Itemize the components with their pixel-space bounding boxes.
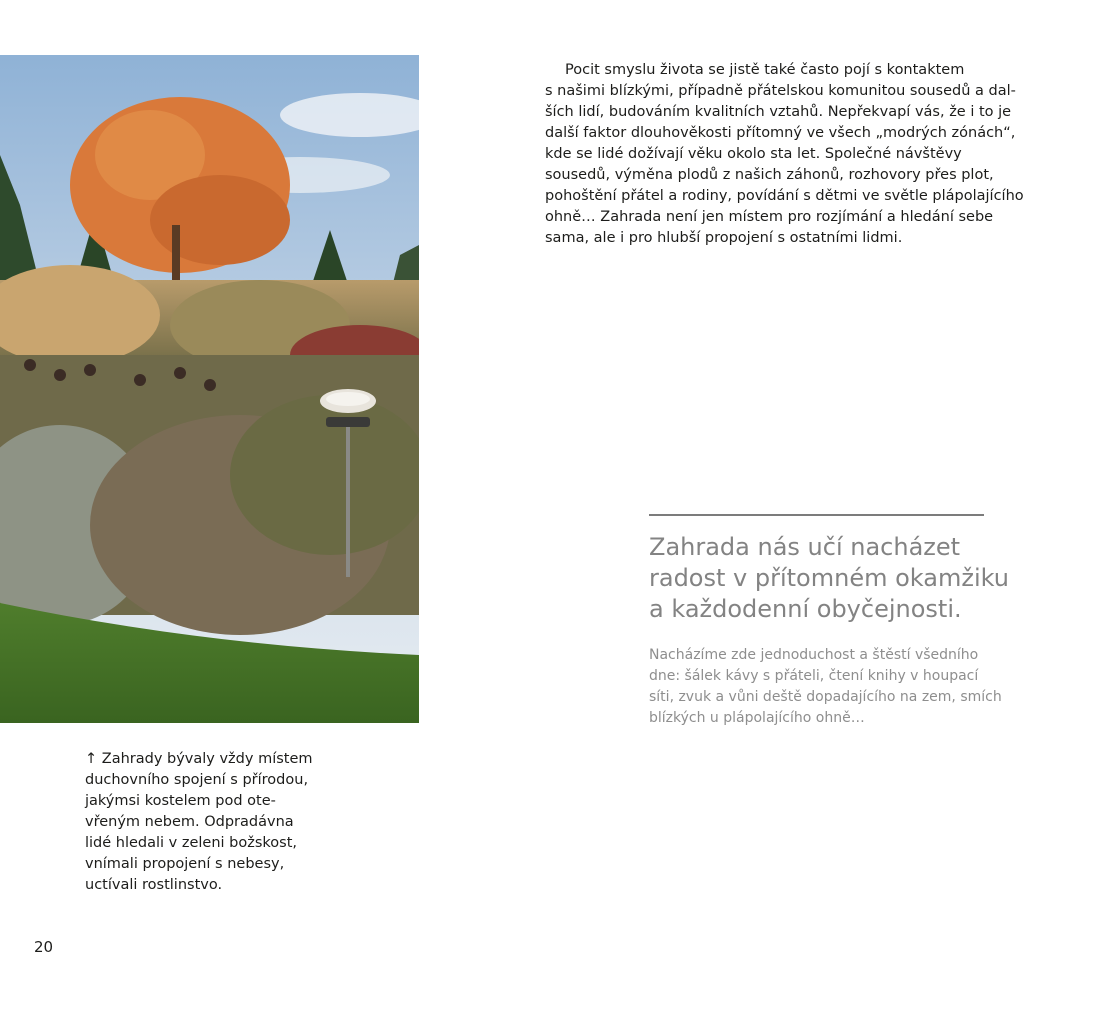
lead-paragraph [649, 645, 1002, 729]
pull-quote-line: Zahrada nás učí nacházet [649, 533, 961, 561]
garden-photo [0, 55, 419, 723]
lead-line: dne: šálek kávy s přáteli, čtení knihy v houpací [649, 668, 979, 684]
lead-line: síti, zvuk a vůni deště dopadajícího na zem, smích [649, 689, 1002, 705]
page-number: 20 [34, 938, 54, 956]
pull-quote [649, 532, 1009, 625]
caption-line: lidé hledali v zeleni božskost, [85, 835, 298, 851]
body-line: Pocit smyslu života se jistě také často pojí s kontaktem [565, 62, 965, 78]
lead-line: Nacházíme zde jednoduchost a štěstí všedního [649, 647, 979, 663]
caption-line: vnímali propojení s nebesy, [85, 856, 285, 872]
body-line: sama, ale i pro hlubší propojení s ostatními lidmi. [545, 230, 903, 246]
body-paragraph [545, 60, 1024, 249]
lead-line: blízkých u plápolajícího ohně… [649, 710, 865, 726]
body-line: s našimi blízkými, případně přátelskou komunitou sousedů a dal- [545, 83, 1016, 99]
caption-line: uctívali rostlinstvo. [85, 877, 223, 893]
body-line: ohně… Zahrada není jen místem pro rozjímání a hledání sebe [545, 209, 994, 225]
body-line: další faktor dlouhověkosti přítomný ve všech „modrých zónách“, [545, 125, 1016, 141]
caption-line: jakýmsi kostelem pod ote- [85, 793, 276, 809]
caption-line: ↑ Zahrady bývaly vždy místem [85, 751, 313, 767]
body-line: kde se lidé dožívají věku okolo sta let. Společné návštěvy [545, 146, 962, 162]
body-line: ších lidí, budováním kvalitních vztahů. Nepřekvapí vás, že i to je [545, 104, 1012, 120]
pull-quote-line: radost v přítomném okamžiku [649, 564, 1009, 592]
caption-line: duchovního spojení s přírodou, [85, 772, 309, 788]
quote-divider [649, 514, 984, 516]
photo-caption [85, 749, 325, 896]
pull-quote-line: a každodenní obyčejnosti. [649, 595, 962, 623]
body-line: sousedů, výměna plodů z našich záhonů, rozhovory přes plot, [545, 167, 994, 183]
body-line: pohoštění přátel a rodiny, povídání s dětmi ve světle plápolajícího [545, 188, 1024, 204]
caption-line: vřeným nebem. Odpradávna [85, 814, 294, 830]
